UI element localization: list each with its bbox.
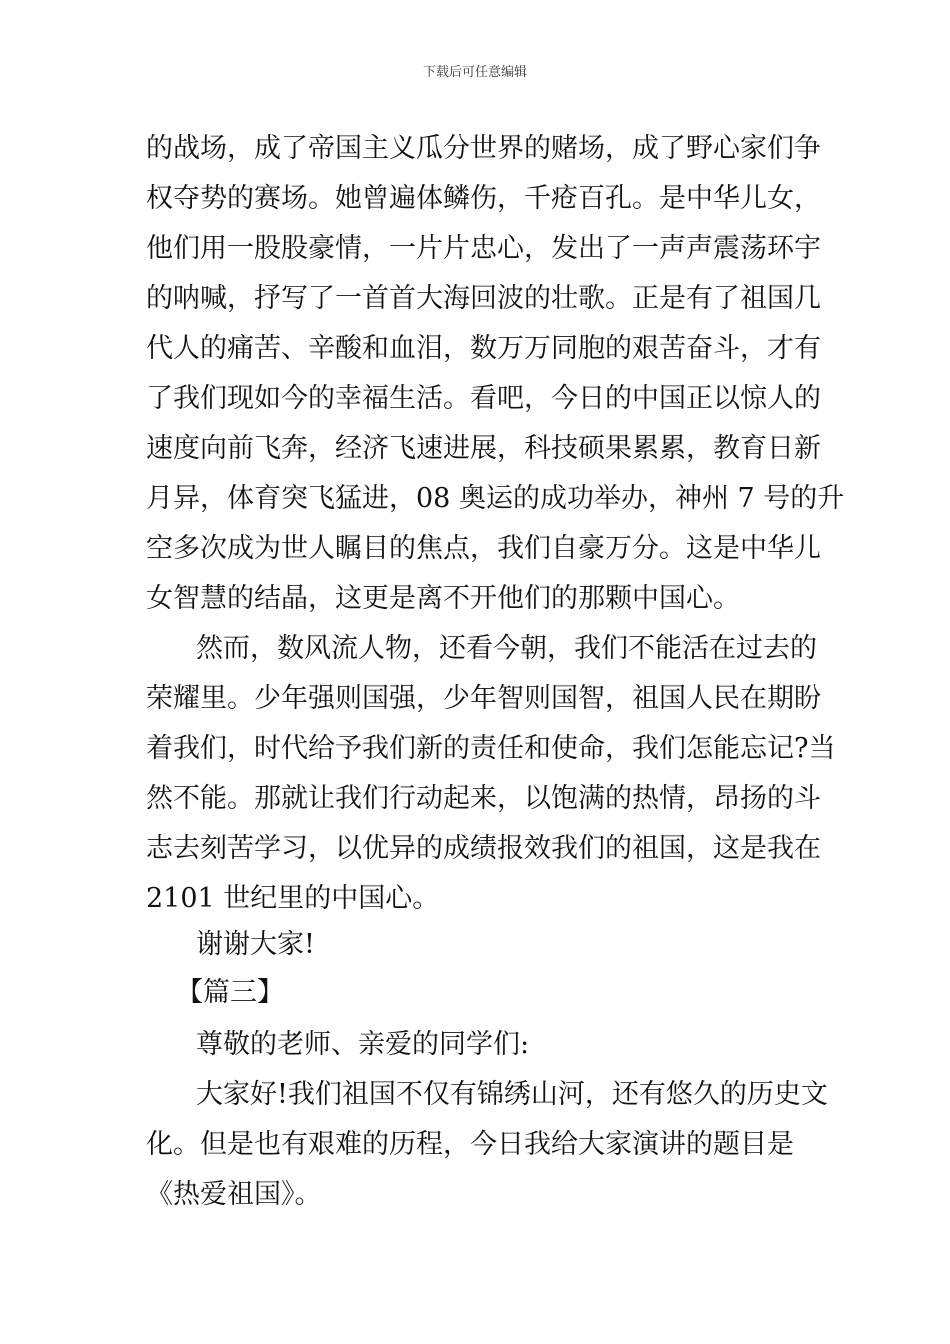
text-line: 《热爱祖国》。 bbox=[146, 1179, 322, 1210]
text-line: 他们用一股股豪情，一片片忠心，发出了一声声震荡环宇 bbox=[146, 233, 821, 264]
text-line: 着我们，时代给予我们新的责任和使命，我们怎能忘记?当 bbox=[146, 733, 836, 764]
paragraph-start-line: 然而，数风流人物，还看今朝，我们不能活在过去的 bbox=[196, 633, 817, 664]
page-header-note: 下载后可任意编辑 bbox=[422, 65, 527, 80]
text-line: 女智慧的结晶，这更是离不开他们的那颗中国心。 bbox=[146, 583, 740, 614]
section-heading: 【篇三】 bbox=[176, 977, 284, 1008]
text-line: 权夺势的赛场。她曾遍体鳞伤，千疮百孔。是中华儿女， bbox=[146, 183, 821, 214]
text-line: 的呐喊，抒写了一首首大海回波的壮歌。正是有了祖国几 bbox=[146, 283, 821, 314]
paragraph-start-line: 大家好!我们祖国不仅有锦绣山河，还有悠久的历史文 bbox=[196, 1079, 828, 1110]
text-line: 志去刻苦学习，以优异的成绩报效我们的祖国，这是我在 bbox=[146, 833, 821, 864]
text-line: 代人的痛苦、辛酸和血泪，数万万同胞的艰苦奋斗，才有 bbox=[146, 333, 821, 364]
text-line: 速度向前飞奔，经济飞速进展，科技硕果累累，教育日新 bbox=[146, 433, 821, 464]
salutation-line: 尊敬的老师、亲爱的同学们: bbox=[196, 1029, 530, 1060]
text-line: 的战场，成了帝国主义瓜分世界的赌场，成了野心家们争 bbox=[146, 133, 821, 164]
text-line: 了我们现如今的幸福生活。看吧，今日的中国正以惊人的 bbox=[146, 383, 821, 414]
text-line: 空多次成为世人瞩目的焦点，我们自豪万分。这是中华儿 bbox=[146, 533, 821, 564]
text-line: 荣耀里。少年强则国强，少年智则国智，祖国人民在期盼 bbox=[146, 683, 821, 714]
text-line: 月异，体育突飞猛进，08 奥运的成功举办，神州 7 号的升 bbox=[146, 483, 845, 514]
text-line: 2101 世纪里的中国心。 bbox=[146, 883, 440, 914]
closing-thanks: 谢谢大家! bbox=[196, 929, 315, 960]
text-line: 化。但是也有艰难的历程，今日我给大家演讲的题目是 bbox=[146, 1129, 794, 1160]
text-line: 然不能。那就让我们行动起来，以饱满的热情，昂扬的斗 bbox=[146, 783, 821, 814]
